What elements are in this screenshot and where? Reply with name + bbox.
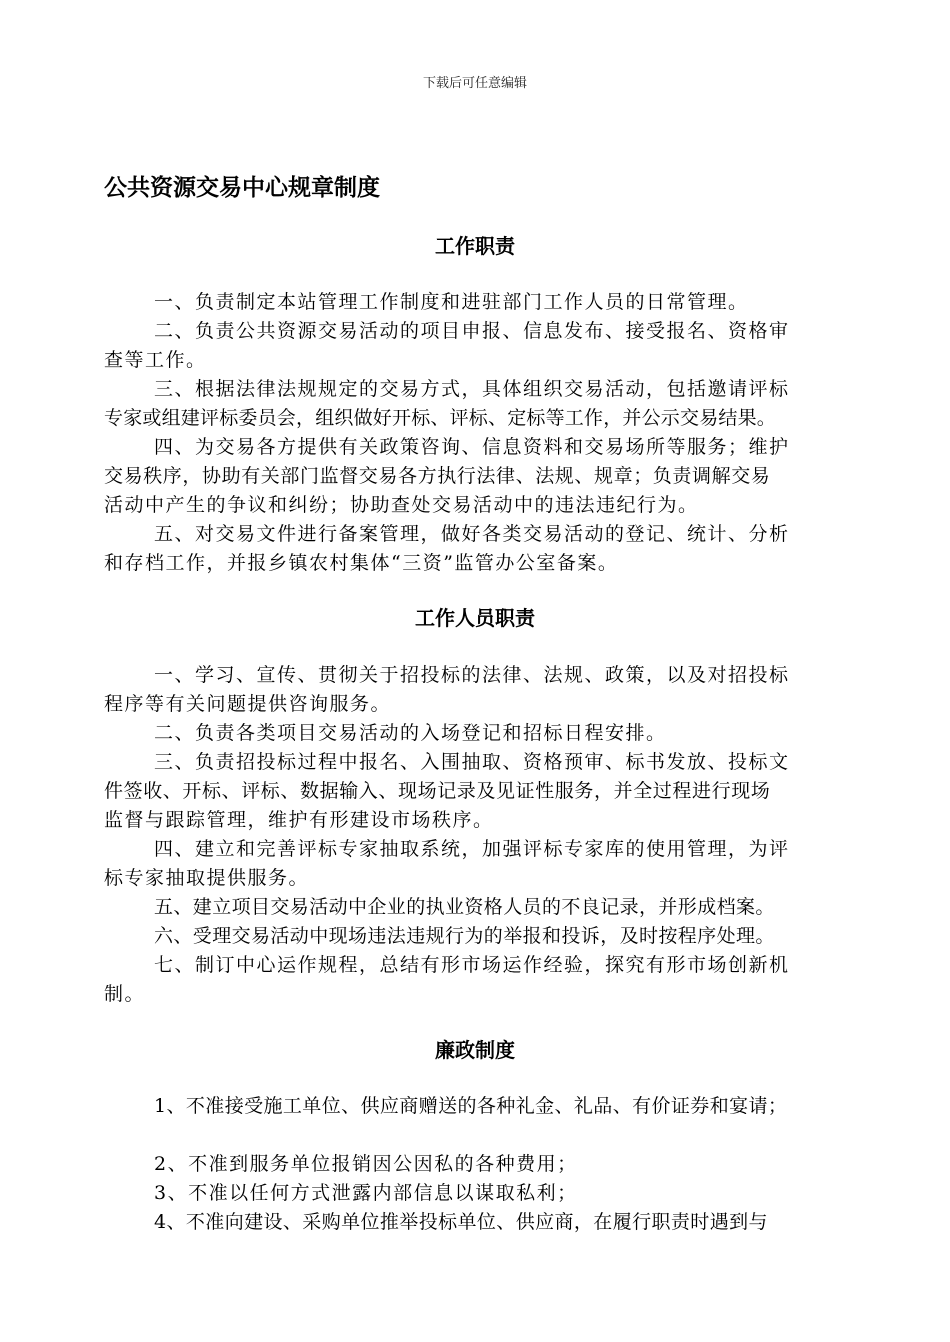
paragraph-line: 标专家抽取提供服务。 bbox=[104, 867, 310, 889]
paragraph-line: 活动中产生的争议和纠纷；协助查处交易活动中的违法违纪行为。 bbox=[104, 494, 699, 516]
paragraph-line: 件签收、开标、评标、数据输入、现场记录及见证性服务，并全过程进行现场 bbox=[104, 780, 771, 802]
list-item: 1、不准接受施工单位、供应商赠送的各种礼金、礼品、有价证券和宴请； bbox=[154, 1095, 788, 1117]
paragraph-line: 制。 bbox=[104, 983, 146, 1005]
page-header-note: 下载后可任意编辑 bbox=[422, 76, 527, 91]
list-item: 4、不准向建设、采购单位推举投标单位、供应商，在履行职责时遇到与 bbox=[154, 1211, 768, 1233]
paragraph-line: 一、学习、宣传、贯彻关于招投标的法律、法规、政策，以及对招投标 bbox=[154, 664, 790, 686]
paragraph-line: 和存档工作，并报乡镇农村集体“三资”监管办公室备案。 bbox=[104, 552, 619, 574]
paragraph-line: 专家或组建评标委员会，组织做好开标、评标、定标等工作，并公示交易结果。 bbox=[104, 407, 777, 429]
paragraph-line: 二、负责公共资源交易活动的项目申报、信息发布、接受报名、资格审 bbox=[154, 320, 790, 342]
paragraph-line: 三、负责招投标过程中报名、入围抽取、资格预审、标书发放、投标文 bbox=[154, 751, 790, 773]
list-item: 3、不准以任何方式泄露内部信息以谋取私利； bbox=[154, 1182, 578, 1204]
list-item: 2、不准到服务单位报销因公因私的各种费用； bbox=[154, 1153, 578, 1175]
paragraph-line: 七、制订中心运作规程，总结有形市场运作经验，探究有形市场创新机 bbox=[154, 954, 790, 976]
paragraph-line: 程序等有关问题提供咨询服务。 bbox=[104, 693, 392, 715]
paragraph-line: 六、受理交易活动中现场违法违规行为的举报和投诉，及时按程序处理。 bbox=[154, 925, 775, 947]
paragraph-line: 四、为交易各方提供有关政策咨询、信息资料和交易场所等服务；维护 bbox=[154, 436, 790, 458]
paragraph-line: 四、建立和完善评标专家抽取系统，加强评标专家库的使用管理，为评 bbox=[154, 838, 790, 860]
section-title-work-duties: 工作职责 bbox=[435, 234, 515, 258]
paragraph-line: 交易秩序，协助有关部门监督交易各方执行法律、法规、规章；负责调解交易 bbox=[104, 465, 771, 487]
paragraph-line: 二、负责各类项目交易活动的入场登记和招标日程安排。 bbox=[154, 722, 667, 744]
section-title-integrity-rules: 廉政制度 bbox=[435, 1038, 515, 1062]
paragraph-line: 五、对交易文件进行备案管理，做好各类交易活动的登记、统计、分析 bbox=[154, 523, 790, 545]
paragraph-line: 监督与跟踪管理，维护有形建设市场秩序。 bbox=[104, 809, 494, 831]
document-title: 公共资源交易中心规章制度 bbox=[104, 175, 380, 201]
section-title-staff-duties: 工作人员职责 bbox=[415, 606, 535, 630]
paragraph-line: 查等工作。 bbox=[104, 349, 207, 371]
paragraph-line: 一、负责制定本站管理工作制度和进驻部门工作人员的日常管理。 bbox=[154, 291, 749, 313]
paragraph-line: 三、根据法律法规规定的交易方式，具体组织交易活动，包括邀请评标 bbox=[154, 378, 790, 400]
paragraph-line: 五、建立项目交易活动中企业的执业资格人员的不良记录，并形成档案。 bbox=[154, 896, 775, 918]
